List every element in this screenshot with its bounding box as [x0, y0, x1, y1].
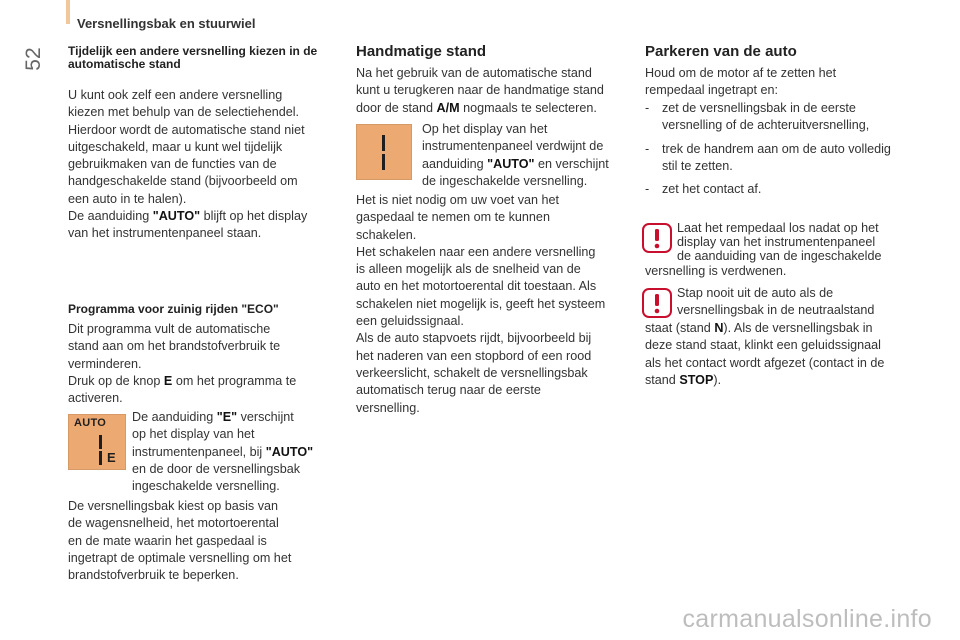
list-dash: - — [645, 141, 650, 156]
text-line: schakelen niet mogelijk is, geeft het systeem — [356, 296, 606, 311]
warning-icon — [642, 288, 672, 318]
text-line: versnelling of de achteruitversnelling, — [662, 118, 870, 133]
bold-text: N — [714, 321, 724, 335]
bold-text: A/M — [436, 100, 460, 115]
text-line: Stap nooit uit de auto als de — [677, 286, 834, 300]
text-line: de ingeschakelde versnelling. — [422, 173, 588, 188]
text-line: Na het gebruik van de automatische stand — [356, 66, 592, 80]
text-line: Dit programma vult de automatische — [68, 322, 271, 336]
text: instrumentenpaneel, bij — [132, 444, 266, 459]
text-line: Het schakelen naar een andere versnelling — [356, 244, 596, 259]
text-line — [132, 444, 362, 461]
text-line: gebruikmaken van de functies van de — [68, 157, 277, 172]
section-title-manual: Handmatige stand — [356, 43, 487, 60]
text-line — [356, 100, 636, 117]
text: door de stand — [356, 100, 437, 115]
gear-display-manual-icon — [356, 124, 412, 180]
text-line: Als de auto stapvoets rijdt, bijvoorbeeld bij — [356, 331, 592, 346]
text-line: een geluidssignaal. — [356, 314, 464, 329]
list-dash: - — [645, 101, 650, 115]
text-line: zet de versnellingsbak in de eerste — [662, 101, 856, 115]
text-line: deze stand staat, klinkt een geluidssignaal — [645, 338, 881, 353]
text-line: verkeerslicht, schakelt de versnellingsbak — [356, 365, 588, 380]
text-line: Hierdoor wordt de automatische stand niet — [68, 122, 305, 137]
text-line: Houd om de motor af te zetten het — [645, 66, 837, 80]
text-line: gaspedaal te nemen om te kunnen — [356, 210, 550, 225]
text: blijft op het display — [200, 209, 308, 224]
text-line: op het display van het — [132, 427, 255, 442]
text: nogmaals te selecteren. — [459, 100, 597, 115]
paragraph-parking-intro — [645, 65, 935, 100]
eco-e-label: E — [107, 450, 116, 465]
text-line: auto en het motortoerental dit toestaan. Als — [356, 279, 597, 294]
text-line: De versnellingsbak kiest op basis van — [68, 499, 279, 513]
text-line: trek de handrem aan om de auto volledig — [662, 141, 891, 156]
bold-text: E — [163, 373, 173, 388]
text: ). Als de versnellingsbak in — [723, 321, 873, 335]
text-line: automatisch terug naar de eerste — [356, 383, 541, 398]
text-line: is alleen mogelijk als de snelheid van de — [356, 262, 581, 277]
auto-label: AUTO — [74, 417, 107, 429]
text-line: instrumentenpaneel verdwijnt de — [422, 139, 604, 154]
watermark: carmanualsonline.info — [682, 605, 932, 633]
list-item — [645, 141, 940, 176]
warning-icon — [642, 223, 672, 253]
text-line: Laat het rempedaal los nadat op het — [677, 221, 879, 235]
text-line — [645, 372, 940, 389]
paragraph-optimal-gear — [68, 498, 358, 584]
warning-text-1 — [677, 221, 942, 263]
gear-bar-lower — [382, 154, 385, 170]
bold-text: "E" — [216, 410, 238, 424]
text-line: stand aan om het brandstofverbruik te — [68, 339, 281, 354]
text-line: uitgeschakeld, maar u kunt wel tijdelijk — [68, 139, 283, 154]
bold-text: "AUTO" — [487, 156, 535, 171]
text-line: U kunt ook zelf een andere versnelling — [68, 88, 283, 102]
paragraph-eco-indicator — [132, 409, 362, 495]
text-line: en de mate waarin het gaspedaal is — [68, 533, 267, 548]
text-line: kunt u terugkeren naar de handmatige stand — [356, 83, 604, 98]
text: en verschijnt — [534, 156, 609, 171]
text-line: versnellingsbak in de neutraalstand — [677, 303, 875, 318]
gear-display-auto-e-icon — [68, 414, 126, 470]
text: Druk op de knop — [68, 373, 164, 388]
section-title-eco: Programma voor zuinig rijden "ECO" — [68, 302, 279, 316]
text-line: verminderen. — [68, 356, 142, 371]
text-line: van het instrumentenpaneel staan. — [68, 226, 262, 241]
text: ). — [713, 372, 722, 387]
text-line: de aanduiding van de ingeschakelde — [677, 249, 882, 263]
text-line — [68, 373, 358, 390]
text-line: versnelling. — [356, 400, 420, 415]
warning-text-2-end — [645, 320, 940, 389]
warning-text-2 — [677, 285, 942, 320]
header-accent-bar — [66, 0, 70, 24]
parking-steps-list — [645, 100, 940, 204]
text: stand — [645, 372, 680, 387]
text-line: ingetrapt de optimale versnelling om het — [68, 550, 292, 565]
paragraph-temporary-gear — [68, 87, 358, 243]
text-line — [422, 156, 642, 173]
text-line: stil te zetten. — [662, 158, 733, 173]
text-line: schakelen. — [356, 227, 417, 242]
gear-bar-lower — [99, 451, 102, 465]
text: verschijnt — [237, 410, 294, 424]
text-line: Het is niet nodig om uw voet van het — [356, 193, 560, 207]
text-line — [68, 208, 358, 225]
text-line: rempedaal ingetrapt en: — [645, 83, 779, 98]
warning-text-1-end: versnelling is verdwenen. — [645, 264, 787, 278]
text: De aanduiding — [132, 410, 217, 424]
list-item — [645, 181, 940, 198]
text-line — [645, 320, 940, 337]
text-line: handgeschakelde stand (bijvoorbeeld om — [68, 174, 298, 189]
paragraph-manual-indicator — [422, 121, 642, 190]
text: staat (stand — [645, 321, 715, 335]
text-line: zet het contact af. — [662, 182, 762, 197]
bold-text: "AUTO" — [265, 444, 314, 459]
page-number: 52 — [22, 47, 45, 71]
list-item — [645, 100, 940, 135]
text: aanduiding — [422, 156, 488, 171]
text-line: ingeschakelde versnelling. — [132, 479, 280, 494]
text-line: kiezen met behulp van de selectiehendel. — [68, 105, 300, 120]
paragraph-manual-intro — [356, 65, 636, 117]
text-line: een auto in te halen). — [68, 191, 187, 206]
gear-bar-upper — [382, 135, 385, 151]
text-line: Op het display van het — [422, 122, 548, 136]
text-line: display van het instrumentenpaneel — [677, 235, 876, 249]
text: om het programma te — [172, 373, 297, 388]
list-dash: - — [645, 182, 650, 197]
text-line — [132, 409, 362, 426]
bold-text: "AUTO" — [152, 209, 201, 224]
gear-bar-upper — [99, 435, 102, 449]
section-title-parking: Parkeren van de auto — [645, 43, 797, 60]
page-header: Versnellingsbak en stuurwiel — [77, 16, 256, 31]
bold-text: STOP — [679, 372, 714, 387]
text-line: als het contact wordt afgezet (contact in de — [645, 355, 885, 370]
text-line: de wagensnelheid, het motortoerental — [68, 516, 279, 531]
text-line: en de door de versnellingsbak — [132, 461, 301, 476]
paragraph-manual-body — [356, 192, 641, 417]
text: De aanduiding — [68, 209, 153, 224]
section-title-temporary-gear: Tijdelijk een andere versnelling kiezen in de automatische stand — [68, 44, 318, 71]
text-line: activeren. — [68, 391, 123, 406]
text-line: het naderen van een stopbord of een rood — [356, 348, 592, 363]
paragraph-eco — [68, 321, 358, 407]
text-line: brandstofverbruik te beperken. — [68, 568, 239, 583]
